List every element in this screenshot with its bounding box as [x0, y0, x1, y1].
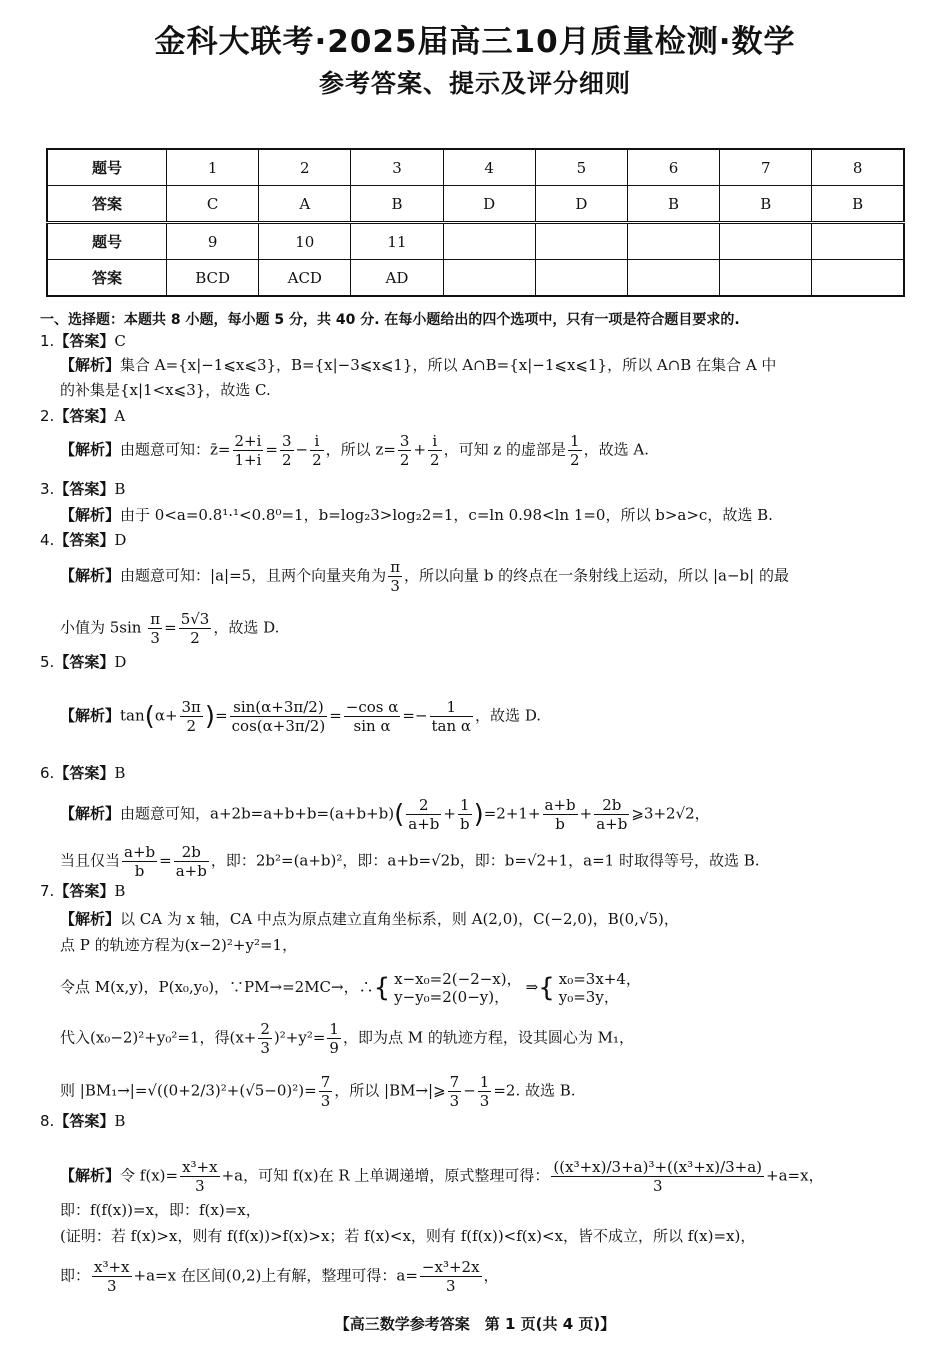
table-cell	[443, 260, 535, 297]
q7-analysis-line: 代入(x₀−2)²+y₀²=1，得(x+ $\frac{2}{3}$ )²+y²= $\frac{1}{9}$ ，即为点 M 的轨迹方程，设其圆心为 M₁，	[60, 1020, 635, 1057]
q6-analysis-line: 当且仅当 $\frac{a+b}{b}$ = $\frac{2b}{a+b}$ ，即：2b²=(a+b)²，即：a+b=√2b，即：b=√2+1，a=1 时取得等号，故选 B.	[60, 843, 760, 880]
table-row	[47, 223, 904, 260]
table-cell: 1	[167, 149, 259, 186]
row-label-question: 题号	[47, 149, 167, 186]
q1-answer-line: 1.【答案】C	[40, 332, 126, 350]
q1-analysis-line: 的补集是{x|1<x⩽3}，故选 C.	[60, 381, 271, 399]
q7-analysis-line: 令点 M(x,y)，P(x₀,y₀)，∵PM→=2MC→，∴{ x−x₀=2(−2−x)， y−y₀=2(0−y)， ⇒{ x₀=3x+4， y₀=3y，	[60, 970, 641, 1006]
q8-analysis-line: 即： $\frac{\text{x³+x}}{3}$ +a=x 在区间(0,2)上有解，整理可得：a= $\frac{\text{−x³+2x}}{3}$ ，	[60, 1258, 499, 1295]
q4-analysis-line: 小值为 5sin $\frac{\pi}{3}$ = $\frac{5√3}{2}$ ，故选 D.	[60, 610, 280, 647]
table-cell	[627, 260, 719, 297]
q3-answer-line: 3.【答案】B	[40, 480, 126, 498]
table-cell: 5	[535, 149, 627, 186]
table-cell	[812, 260, 904, 297]
row-label-answer: 答案	[47, 186, 167, 223]
q4-answer-line: 4.【答案】D	[40, 531, 127, 549]
table-row	[47, 260, 904, 297]
q2-analysis-line: 【解析】由题意可知：z̄= $\frac{2+i}{1+i}$ = $\frac{3}{2}$ − $\frac{i}{2}$ ，所以 z= $\frac{3}{2}$ + $\frac{i}{2}$ ，可知 z 的虚部是 $\frac{1}{2}$ ，故选 A.	[60, 432, 649, 469]
table-cell: A	[259, 186, 351, 223]
q6-answer-line: 6.【答案】B	[40, 764, 126, 782]
q4-analysis-line: 【解析】由题意可知：|a|=5，且两个向量夹角为 $\frac{\pi}{3}$ ，所以向量 b 的终点在一条射线上运动，所以 |a−b| 的最	[60, 558, 789, 595]
q5-answer-line: 5.【答案】D	[40, 653, 127, 671]
table-cell	[535, 260, 627, 297]
q7-answer-line: 7.【答案】B	[40, 882, 126, 900]
table-cell	[443, 223, 535, 260]
page-title: 金科大联考·2025届高三10月质量检测·数学	[154, 24, 796, 60]
page-subtitle: 参考答案、提示及评分细则	[318, 69, 631, 98]
q7-analysis-line: 点 P 的轨迹方程为(x−2)²+y²=1，	[60, 936, 298, 954]
table-row	[47, 149, 904, 186]
table-cell: 2	[259, 149, 351, 186]
table-cell: 3	[351, 149, 443, 186]
table-cell: 4	[443, 149, 535, 186]
table-cell	[535, 223, 627, 260]
q8-answer-line: 8.【答案】B	[40, 1112, 126, 1130]
table-cell: D	[443, 186, 535, 223]
answer-table	[46, 148, 905, 297]
table-cell	[720, 223, 812, 260]
table-cell: B	[812, 186, 904, 223]
table-cell: 6	[627, 149, 719, 186]
q2-answer-line: 2.【答案】A	[40, 407, 126, 425]
q3-analysis-line: 【解析】由于 0<a=0.8¹·¹<0.8⁰=1，b=log₂3>log₂2=1，c=ln 0.98<ln 1=0，所以 b>a>c，故选 B.	[60, 506, 773, 524]
table-cell: 7	[720, 149, 812, 186]
table-cell: B	[351, 186, 443, 223]
table-cell: BCD	[167, 260, 259, 297]
table-cell: B	[720, 186, 812, 223]
table-row	[47, 186, 904, 223]
q8-analysis-line: 【解析】令 f(x)= $\frac{\text{x³+x}}{3}$ +a，可知 f(x)在 R 上单调递增，原式整理可得： $\frac{\text{((x³+x)/3+a)³+((x³+x)/3+a)}}{3}$ +a=x，	[60, 1158, 824, 1195]
table-cell: 8	[812, 149, 904, 186]
table-cell: 10	[259, 223, 351, 260]
table-cell	[627, 223, 719, 260]
q5-analysis-line: 【解析】tan(α+ $\frac{3\pi}{2}$ )= $\frac{\sin(\alpha+3\pi/2)}{\cos(\alpha+3\pi/2)}$ = $\frac{\text{−cos α}}{\text{sin α}}$ =− $\frac{1}{\text{tan α}}$ ，故选 D.	[60, 698, 542, 735]
table-cell: AD	[351, 260, 443, 297]
q8-analysis-line: (证明：若 f(x)>x，则有 f(f(x))>f(x)>x；若 f(x)<x，则有 f(f(x))<f(x)<x，皆不成立，所以 f(x)=x)，	[60, 1227, 756, 1245]
q8-analysis-line: 即：f(f(x))=x，即：f(x)=x，	[60, 1201, 261, 1219]
q7-analysis-line: 【解析】以 CA 为 x 轴，CA 中点为原点建立直角坐标系，则 A(2,0)，C(−2,0)，B(0,√5)，	[60, 910, 679, 928]
table-cell: 11	[351, 223, 443, 260]
page-footer: 【高三数学参考答案 第 1 页(共 4 页)】	[334, 1315, 616, 1333]
q6-analysis-line: 【解析】由题意可知，a+2b=a+b+b=(a+b+b)( $\frac{2}{a+b}$ + $\frac{1}{b}$ )=2+1+ $\frac{a+b}{b}$ + $\frac{2b}{a+b}$ ⩾3+2√2，	[60, 796, 710, 833]
q1-analysis-line: 【解析】集合 A={x|−1⩽x⩽3}，B={x|−3⩽x⩽1}，所以 A∩B={x|−1⩽x⩽1}，所以 A∩B 在集合 A 中	[60, 356, 777, 374]
table-cell: C	[167, 186, 259, 223]
table-cell: ACD	[259, 260, 351, 297]
section-heading: 一、选择题：本题共 8 小题，每小题 5 分，共 40 分. 在每小题给出的四个选项中，只有一项是符合题目要求的.	[40, 312, 740, 328]
table-cell	[720, 260, 812, 297]
table-cell: 9	[167, 223, 259, 260]
row-label-question: 题号	[47, 223, 167, 260]
table-cell: B	[627, 186, 719, 223]
table-cell	[812, 223, 904, 260]
q7-analysis-line: 则 |BM₁→|=√((0+2/3)²+(√5−0)²)= $\frac{7}{3}$ ，所以 |BM→|⩾ $\frac{7}{3}$ − $\frac{1}{3}$ =2. 故选 B.	[60, 1073, 576, 1110]
row-label-answer: 答案	[47, 260, 167, 297]
table-cell: D	[535, 186, 627, 223]
